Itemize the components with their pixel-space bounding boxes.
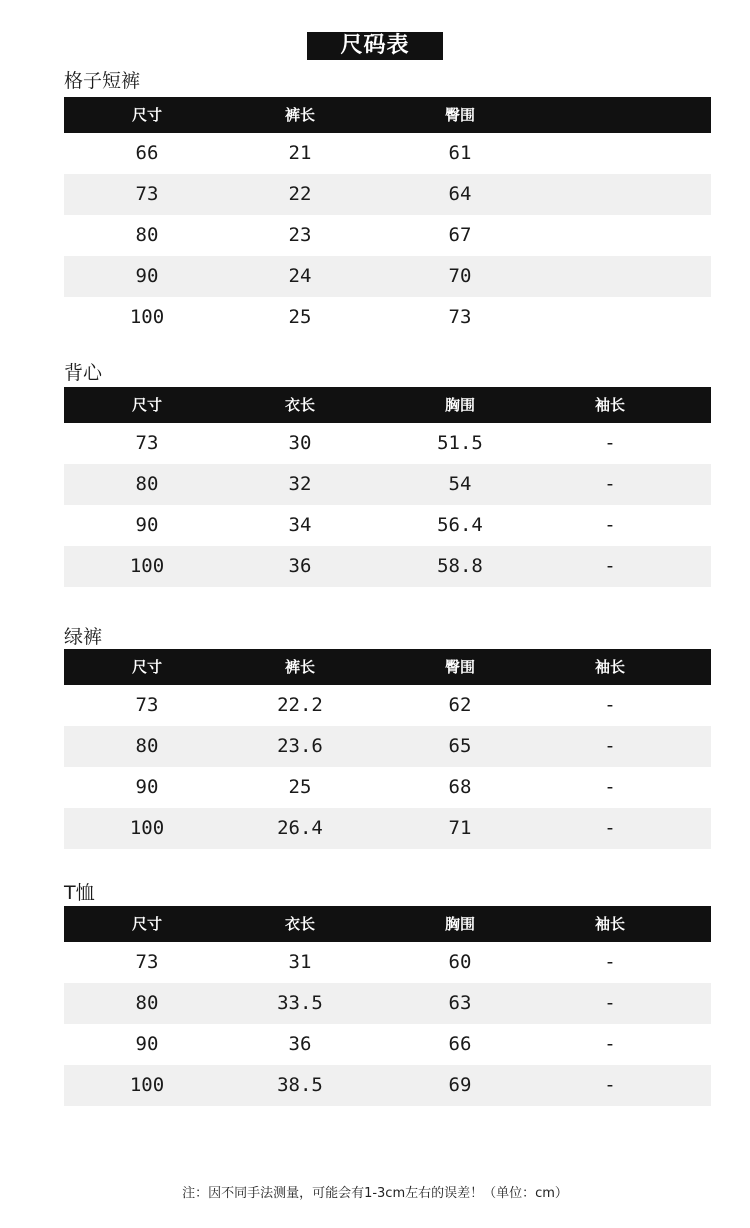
table-cell: 73 xyxy=(448,306,472,328)
size-table xyxy=(64,387,711,587)
table-cell: 23 xyxy=(288,224,312,246)
table-cell: - xyxy=(604,951,616,973)
table-cell: 73 xyxy=(135,951,159,973)
table-row xyxy=(64,464,711,505)
table-cell: 51.5 xyxy=(437,432,483,454)
table-cell: - xyxy=(604,432,616,454)
section-title: 格子短裤 xyxy=(64,70,141,92)
table-cell: - xyxy=(604,1033,616,1055)
table-cell: 70 xyxy=(448,265,472,287)
table-cell: 80 xyxy=(135,992,159,1014)
table-cell: - xyxy=(604,473,616,495)
table-cell: 90 xyxy=(135,1033,159,1055)
title-wrap xyxy=(0,32,750,60)
table-cell: - xyxy=(604,514,616,536)
size-table xyxy=(64,649,711,849)
column-header: 尺寸 xyxy=(131,915,162,933)
table-cell: 38.5 xyxy=(277,1074,323,1096)
table-cell: 100 xyxy=(129,1074,165,1096)
measurement-note: 注：因不同手法测量，可能会有1-3cm左右的误差！（单位：cm） xyxy=(182,1186,568,1201)
table-cell: 67 xyxy=(448,224,472,246)
table-cell: 65 xyxy=(448,735,472,757)
table-cell: 90 xyxy=(135,776,159,798)
table-cell: 36 xyxy=(288,1033,312,1055)
table-cell: 69 xyxy=(448,1074,472,1096)
table-cell: 22 xyxy=(288,183,312,205)
table-row xyxy=(64,726,711,767)
table-cell: 73 xyxy=(135,694,159,716)
table-cell: 24 xyxy=(288,265,312,287)
table-cell: - xyxy=(604,776,616,798)
table-row xyxy=(64,685,711,726)
table-cell: 71 xyxy=(448,817,472,839)
table-cell: 31 xyxy=(288,951,312,973)
table-row xyxy=(64,767,711,808)
table-row xyxy=(64,505,711,546)
column-header: 尺寸 xyxy=(131,658,162,676)
page-title: 尺码表 xyxy=(307,32,443,60)
table-cell: 63 xyxy=(448,992,472,1014)
table-cell: 80 xyxy=(135,473,159,495)
table-cell: - xyxy=(604,735,616,757)
size-table xyxy=(64,906,711,1106)
column-header: 袖长 xyxy=(594,658,625,676)
table-cell: 90 xyxy=(135,514,159,536)
table-row xyxy=(64,297,711,338)
column-header: 尺寸 xyxy=(131,106,162,124)
table-cell: 100 xyxy=(129,555,165,577)
column-header: 裤长 xyxy=(284,106,315,124)
column-header: 胸围 xyxy=(444,915,475,933)
table-cell: 80 xyxy=(135,735,159,757)
column-header: 尺寸 xyxy=(131,396,162,414)
table-row xyxy=(64,942,711,983)
table-cell: 56.4 xyxy=(437,514,483,536)
table-cell: 54 xyxy=(448,473,472,495)
table-cell: 73 xyxy=(135,183,159,205)
table-cell: 22.2 xyxy=(277,694,323,716)
table-row xyxy=(64,174,711,215)
table-cell: - xyxy=(604,817,616,839)
table-header-row xyxy=(64,387,711,423)
table-cell: 68 xyxy=(448,776,472,798)
table-cell: 66 xyxy=(448,1033,472,1055)
table-row xyxy=(64,808,711,849)
table-cell: 58.8 xyxy=(437,555,483,577)
table-cell: 60 xyxy=(448,951,472,973)
table-cell: 30 xyxy=(288,432,312,454)
table-cell: - xyxy=(604,555,616,577)
table-cell: 62 xyxy=(448,694,472,716)
table-cell: 73 xyxy=(135,432,159,454)
table-row xyxy=(64,423,711,464)
table-cell: 90 xyxy=(135,265,159,287)
table-row xyxy=(64,256,711,297)
table-header-row xyxy=(64,97,711,133)
table-cell: 23.6 xyxy=(277,735,323,757)
column-header: 袖长 xyxy=(594,915,625,933)
table-cell: 66 xyxy=(135,142,159,164)
table-cell: 100 xyxy=(129,306,165,328)
column-header: 胸围 xyxy=(444,396,475,414)
table-row xyxy=(64,133,711,174)
section-title: 绿裤 xyxy=(64,626,103,648)
table-row xyxy=(64,1065,711,1106)
table-cell: 100 xyxy=(129,817,165,839)
section-title: 背心 xyxy=(64,362,103,384)
table-cell: 32 xyxy=(288,473,312,495)
column-header: 裤长 xyxy=(284,658,315,676)
column-header: 臀围 xyxy=(444,106,475,124)
table-cell: 80 xyxy=(135,224,159,246)
table-cell: 26.4 xyxy=(277,817,323,839)
table-row xyxy=(64,983,711,1024)
table-cell: 21 xyxy=(288,142,312,164)
column-header: 臀围 xyxy=(444,658,475,676)
table-cell: - xyxy=(604,992,616,1014)
table-cell: 61 xyxy=(448,142,472,164)
table-cell: 33.5 xyxy=(277,992,323,1014)
column-header: 衣长 xyxy=(284,396,315,414)
table-cell: 25 xyxy=(288,306,312,328)
table-header-row xyxy=(64,649,711,685)
table-cell: - xyxy=(604,694,616,716)
table-cell: 64 xyxy=(448,183,472,205)
table-cell: 34 xyxy=(288,514,312,536)
table-row xyxy=(64,1024,711,1065)
table-cell: 36 xyxy=(288,555,312,577)
table-cell: - xyxy=(604,1074,616,1096)
table-cell: 25 xyxy=(288,776,312,798)
column-header: 衣长 xyxy=(284,915,315,933)
column-header: 袖长 xyxy=(594,396,625,414)
section-title: T恤 xyxy=(64,882,95,904)
table-header-row xyxy=(64,906,711,942)
table-row xyxy=(64,546,711,587)
size-table xyxy=(64,97,711,338)
table-row xyxy=(64,215,711,256)
